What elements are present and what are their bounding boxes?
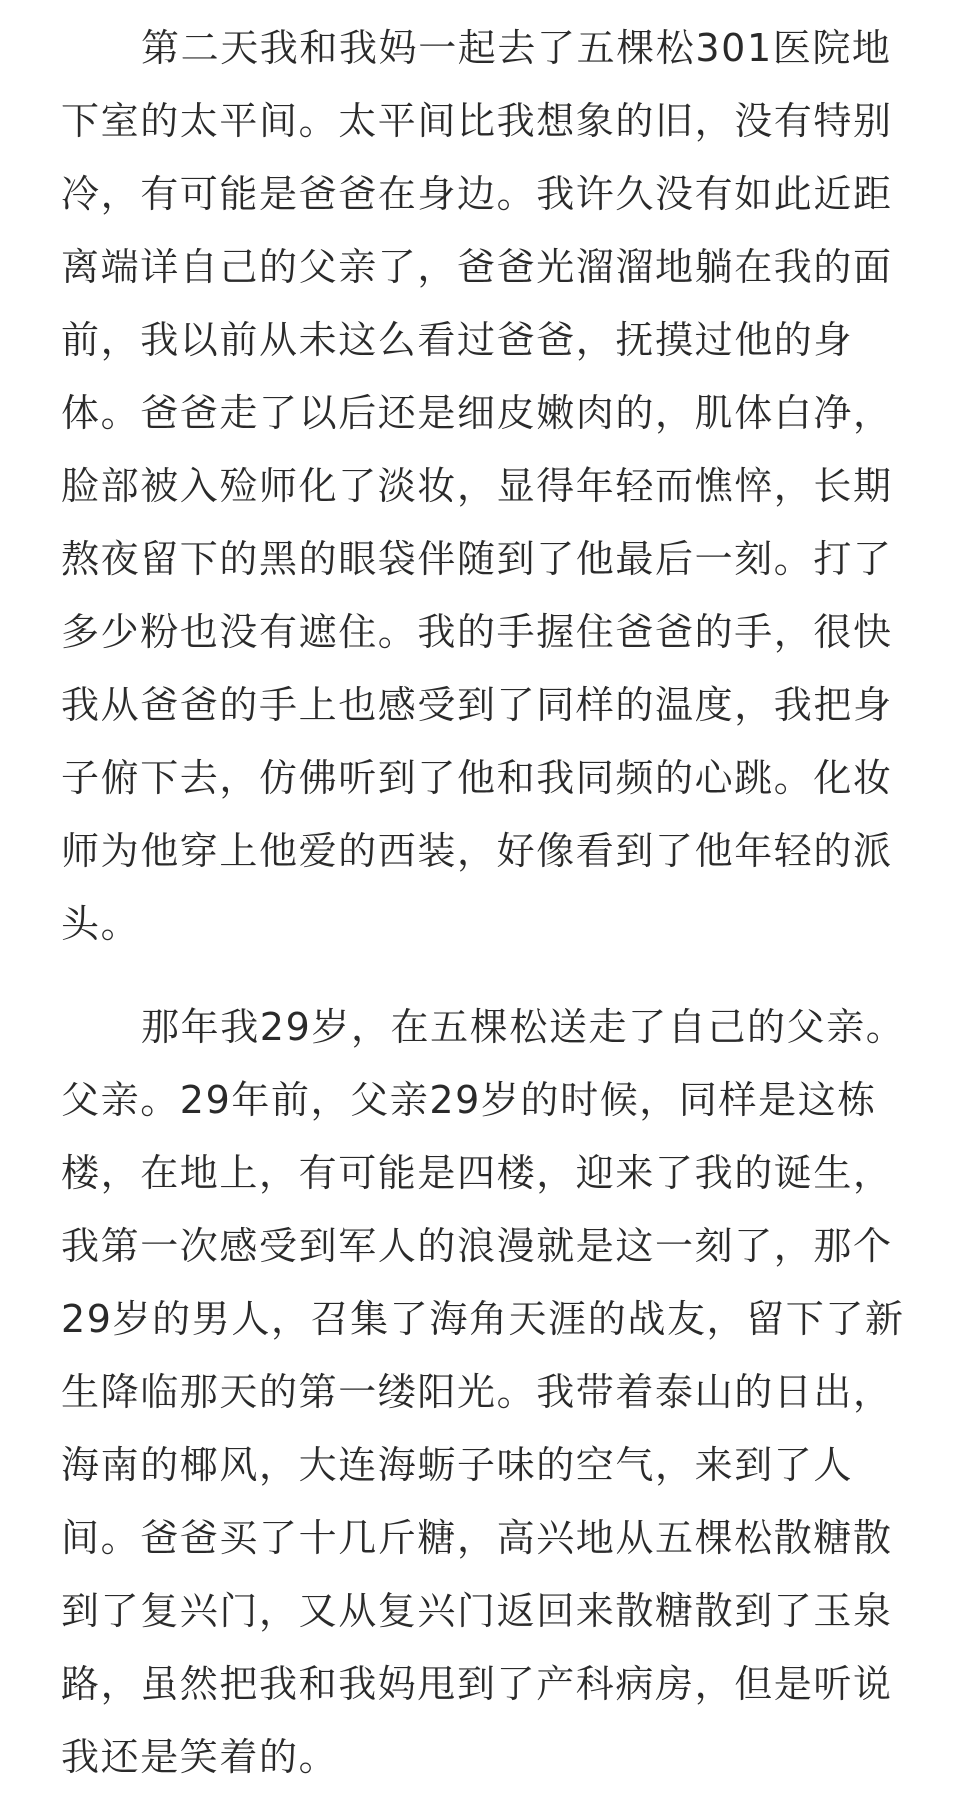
text-line: 第二天我和我妈一起去了五棵松301医院地 [141,26,892,70]
text-line: 头。 [61,902,141,946]
text-line: 子俯下去，仿佛听到了他和我同频的心跳。化妆 [61,756,893,800]
text-line: 多少粉也没有遮住。我的手握住爸爸的手，很快 [61,610,893,654]
text-line: 脸部被入殓师化了淡妆，显得年轻而憔悴，长期 [61,464,893,508]
text-line: 楼，在地上，有可能是四楼，迎来了我的诞生， [61,1151,893,1195]
text-line: 间。爸爸买了十几斤糖，高兴地从五棵松散糖散 [61,1516,893,1560]
text-line: 生降临那天的第一缕阳光。我带着泰山的日出， [61,1370,893,1414]
article-body [61,12,911,1794]
text-line: 我从爸爸的手上也感受到了同样的温度，我把身 [61,683,893,727]
paragraph-1 [61,12,911,961]
text-line: 体。爸爸走了以后还是细皮嫩肉的，肌体白净， [61,391,893,435]
text-line: 那年我29岁，在五棵松送走了自己的父亲。 [141,1005,906,1049]
text-line: 29岁的男人，召集了海角天涯的战友，留下了新 [61,1297,905,1341]
text-line: 我第一次感受到军人的浪漫就是这一刻了，那个 [61,1224,893,1268]
text-line: 我还是笑着的。 [61,1735,339,1779]
text-line: 下室的太平间。太平间比我想象的旧，没有特别 [61,99,893,143]
text-line: 父亲。29年前，父亲29岁的时候，同样是这栋 [61,1078,877,1122]
text-line: 离端详自己的父亲了，爸爸光溜溜地躺在我的面 [61,245,893,289]
text-line: 熬夜留下的黑的眼袋伴随到了他最后一刻。打了 [61,537,893,581]
text-line: 前，我以前从未这么看过爸爸，抚摸过他的身 [61,318,854,362]
text-line: 海南的椰风，大连海蛎子味的空气，来到了人 [61,1443,854,1487]
paragraph-spacer [61,961,911,991]
text-line: 到了复兴门，又从复兴门返回来散糖散到了玉泉 [61,1589,893,1633]
paragraph-2 [61,991,911,1794]
text-line: 师为他穿上他爱的西装，好像看到了他年轻的派 [61,829,893,873]
text-line: 冷，有可能是爸爸在身边。我许久没有如此近距 [61,172,893,216]
text-line: 路，虽然把我和我妈甩到了产科病房，但是听说 [61,1662,893,1706]
